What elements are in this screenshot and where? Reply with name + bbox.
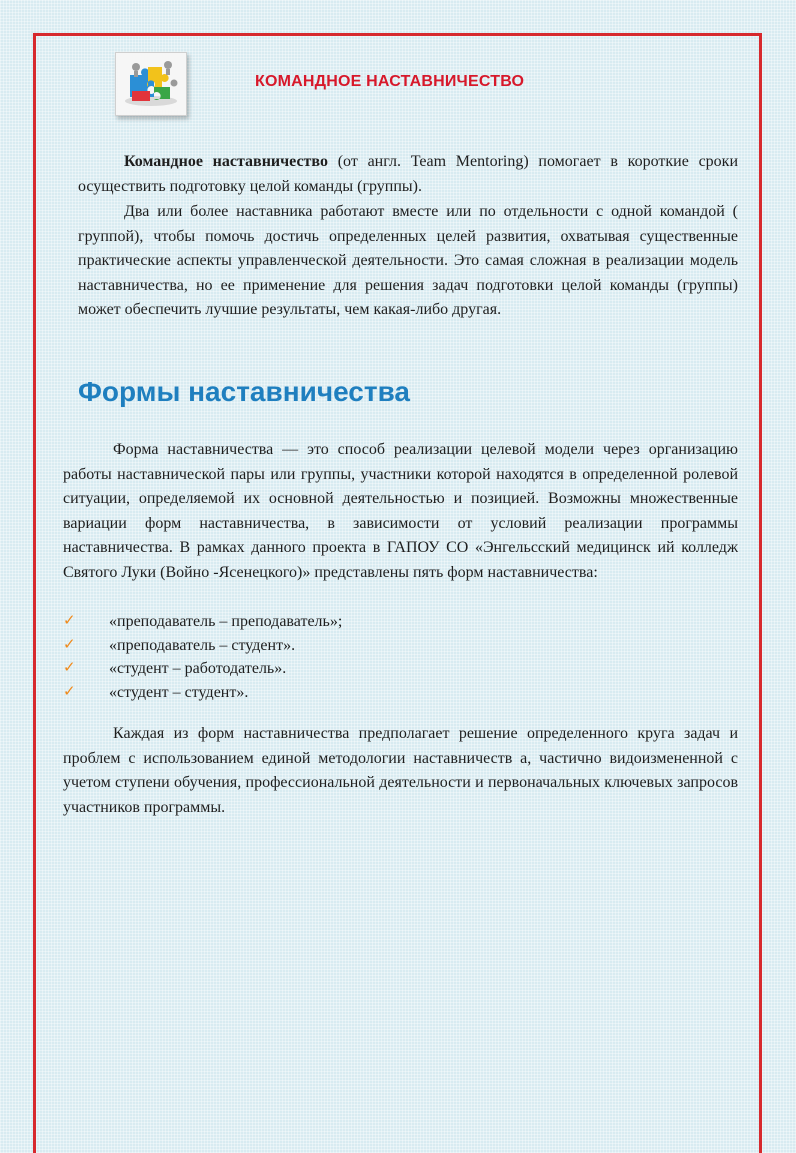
checkmark-icon: ✓ (63, 681, 76, 700)
section-heading: Формы наставничества (78, 376, 410, 407)
list-item (63, 634, 342, 658)
checkmark-icon: ✓ (63, 658, 76, 676)
list-item-label: «студент – работодатель». (109, 660, 287, 677)
list-item (63, 657, 342, 681)
checkmark-icon: ✓ (63, 634, 76, 653)
forms-list (63, 610, 342, 704)
checkmark-icon: ✓ (63, 611, 76, 629)
intro-paragraph-1 (78, 150, 738, 199)
page-title: КОМАНДНОЕ НАСТАВНИЧЕСТВО (255, 73, 525, 90)
intro-paragraph-1-text: (от англ. Team Mentoring) помогает в короткие сроки осуществить подготовку целой команды (группы). (78, 153, 739, 195)
list-item (63, 681, 342, 705)
puzzle-team-icon (115, 52, 187, 116)
closing-paragraph: Каждая из форм наставничества предполагает решение определенного круга задач и проблем с использованием единой методологии наставничеств а, частично видоизмененной с учетом ступени обучения, профессиональной деятельности и первоначальных ключевых запросов участников программы. (63, 725, 738, 816)
forms-paragraph: Форма наставничества — это способ реализации целевой модели через организацию работы наставнической пары или группы, участники которой находятся в определенной ролевой ситуации, определяемой их основной деятельностью и позицией. Возможны множественные вариации форм наставничества, в зависимости от условий реализации программы наставничества. В рамках данного проекта в ГАПОУ СО «Энгельсский медицинск ий колледж Святого Луки (Войно -Ясенецкого)» представлены пять форм наставничества: (63, 441, 738, 581)
intro-paragraph-2: Два или более наставника работают вместе или по отдельности с одной командой ( группой), чтобы помочь достичь определенных целей развития, охватывая существенные практические аспекты управленческой деятельности. Это самая сложная в реализации модель наставничества, но ее применение для решения задач подготовки целой команды (группы) может обеспечить лучшие результаты, чем какая-либо другая. (78, 203, 738, 318)
list-item-label: «преподаватель – студент». (109, 636, 296, 654)
list-item-label: «преподаватель – преподаватель»; (109, 613, 343, 630)
list-item-label: «студент – студент». (109, 683, 249, 701)
list-item (63, 610, 342, 634)
intro-term: Командное наставничество (124, 153, 328, 170)
